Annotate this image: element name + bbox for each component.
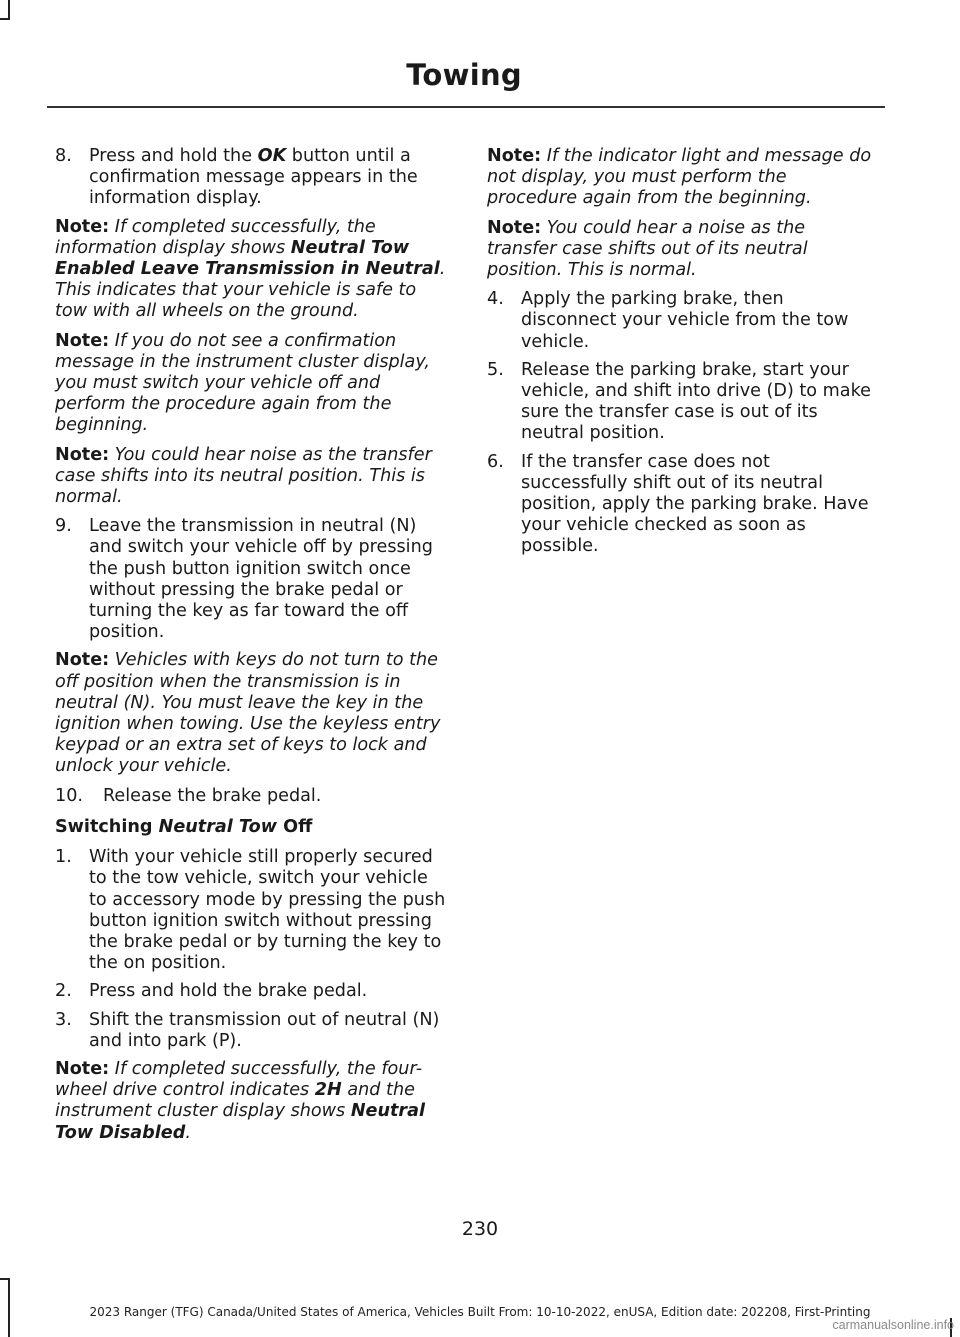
step-text: Press and hold the brake pedal. <box>89 981 368 1002</box>
step-text: With your vehicle still properly secured to the tow vehicle, switch your vehicle to accessory mode by pressing the push button ignition switch without pressing the brake pedal or by turning the key to the on position. <box>89 847 446 974</box>
step-number: 6. <box>487 451 504 472</box>
section-heading: Switching Neutral Tow Off <box>55 816 313 837</box>
note-7: Note: You could hear a noise as the transfer case shifts out of its neutral position. This is normal. <box>487 217 808 281</box>
crop-mark <box>8 0 10 20</box>
header-divider <box>47 106 885 108</box>
note-label: Note: <box>487 146 542 166</box>
crop-mark <box>0 1278 10 1280</box>
step-text: Release the parking brake, start your vehicle, and shift into drive (D) to make sure the transfer case is out of its neutral position. <box>521 359 871 444</box>
step-text: Leave the transmission in neutral (N) and switch your vehicle off by pressing the push button ignition switch once without pressing the brake pedal or turning the key as far toward the off position. <box>89 516 433 643</box>
step-1 <box>55 847 447 974</box>
step-number: 9. <box>55 516 72 537</box>
step-3 <box>55 1010 447 1052</box>
right-column <box>487 146 880 565</box>
page-number: 230 <box>461 1218 499 1240</box>
watermark: carmanualsonline.info <box>832 1318 954 1332</box>
step-9 <box>55 516 447 643</box>
step-5 <box>487 360 880 445</box>
step-2 <box>55 981 447 1002</box>
note-label: Note: <box>55 216 110 237</box>
note-label: Note: <box>487 217 542 238</box>
note-3: Note: You could hear noise as the transfer case shifts into its neutral position. This is normal. <box>55 444 432 508</box>
step-text: Shift the transmission out of neutral (N) and into park (P). <box>89 1009 440 1051</box>
footer-text: 2023 Ranger (TFG) Canada/United States of America, Vehicles Built From: 10-10-2022, enUSA, Edition date: 202208, First-Printing <box>89 1305 871 1319</box>
display-message: Neutral Tow Disabled <box>55 1101 425 1143</box>
step-number: 2. <box>55 981 72 1002</box>
step-text: Press and hold the OK button until a confirmation message appears in the information display. <box>89 146 418 209</box>
step-number: 5. <box>487 359 504 380</box>
step-text: Apply the parking brake, then disconnect your vehicle from the tow vehicle. <box>521 289 849 352</box>
step-4 <box>487 289 880 353</box>
note-1: Note: If completed successfully, the information display shows Neutral Tow Enabled Leave Transmission in Neutral. This indicates that your vehicle is safe to tow with all wheels on the ground. <box>55 216 446 322</box>
step-number: 4. <box>487 289 504 310</box>
step-text: Release the brake pedal. <box>103 785 322 806</box>
note-label: Note: <box>55 1058 110 1079</box>
step-number: 1. <box>55 847 72 868</box>
note-label: Note: <box>55 650 110 671</box>
note-5: Note: If completed successfully, the four-wheel drive control indicates 2H and the instrument cluster display shows Neutral Tow Disabled. <box>55 1058 425 1143</box>
note-4: Note: Vehicles with keys do not turn to the off position when the transmission is in neutral (N). You must leave the key in the ignition when towing. Use the keyless entry keypad or an extra set of keys to lock and unlock your vehicle. <box>55 650 441 777</box>
left-column <box>55 146 447 1152</box>
note-label: Note: <box>55 444 110 465</box>
note-label: Note: <box>55 330 110 351</box>
step-6 <box>487 452 880 558</box>
indicator-2h: 2H <box>314 1080 342 1101</box>
page-title: Towing <box>406 58 522 92</box>
step-text: If the transfer case does not successfully shift out of its neutral position, apply the parking brake. Have your vehicle checked as soon as possible. <box>521 451 869 557</box>
display-message: Neutral Tow Enabled Leave Transmission in Neutral <box>55 237 440 280</box>
step-number: 3. <box>55 1009 72 1030</box>
step-number: 8. <box>55 146 72 166</box>
crop-mark <box>0 18 10 20</box>
step-8 <box>55 146 447 210</box>
step-number: 10. <box>55 785 83 806</box>
note-6: Note: If the indicator light and message do not display, you must perform the procedure again from the beginning. <box>487 146 872 209</box>
note-2: Note: If you do not see a confirmation message in the instrument cluster display, you must switch your vehicle off and perform the procedure again from the beginning. <box>55 330 430 436</box>
ok-button-label: OK <box>257 146 287 166</box>
step-10 <box>55 786 447 807</box>
